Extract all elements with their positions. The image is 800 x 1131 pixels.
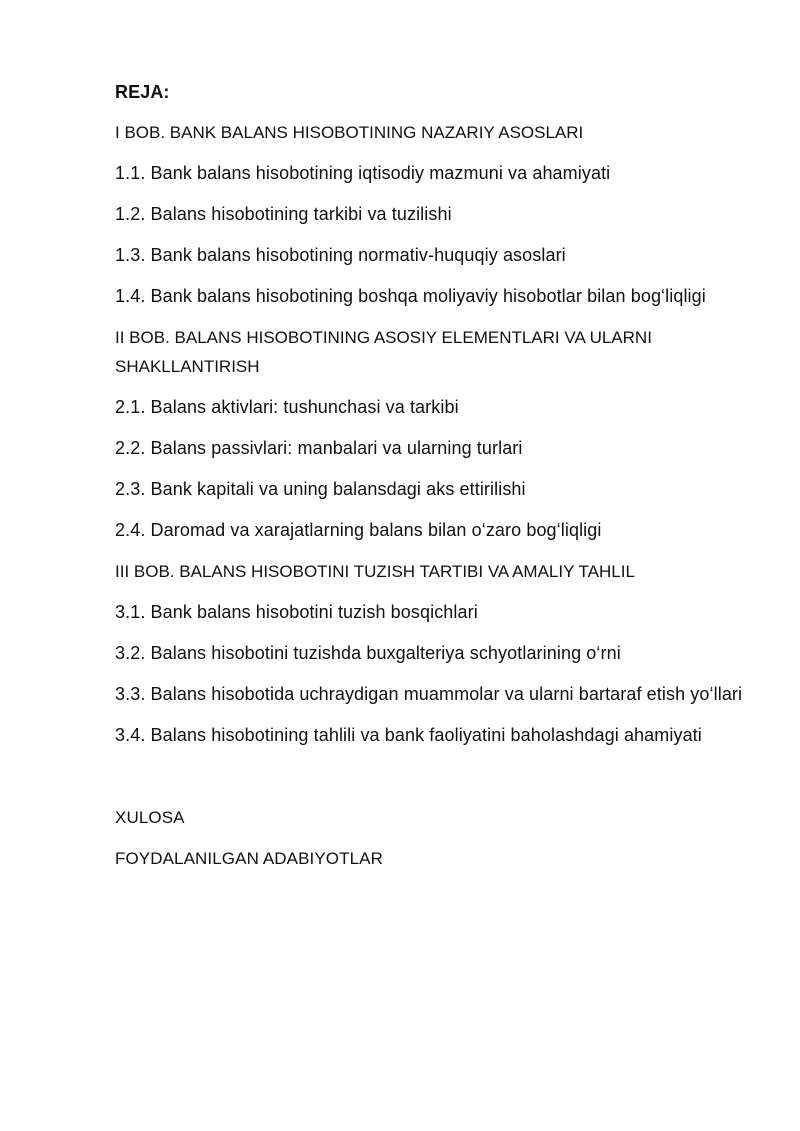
section-1-2: 1.2. Balans hisobotining tarkibi va tuzilishi bbox=[115, 204, 452, 224]
chapter-3-heading: III BOB. BALANS HISOBOTINI TUZISH TARTIBI VA AMALIY TAHLIL bbox=[115, 562, 635, 581]
section-1-3: 1.3. Bank balans hisobotining normativ-huquqiy asoslari bbox=[115, 245, 566, 265]
plan-title: REJA: bbox=[115, 82, 170, 102]
section-1-4: 1.4. Bank balans hisobotining boshqa moliyaviy hisobotlar bilan bog‘liqligi bbox=[115, 286, 706, 306]
section-2-2: 2.2. Balans passivlari: manbalari va ularning turlari bbox=[115, 438, 523, 458]
table-of-contents bbox=[115, 78, 755, 885]
chapter-2-heading: II BOB. BALANS HISOBOTINING ASOSIY ELEMENTLARI VA ULARNI SHAKLLANTIRISH bbox=[115, 328, 652, 376]
blank-line bbox=[115, 762, 755, 803]
section-2-1: 2.1. Balans aktivlari: tushunchasi va tarkibi bbox=[115, 397, 459, 417]
section-3-1: 3.1. Bank balans hisobotini tuzish bosqichlari bbox=[115, 602, 478, 622]
chapter-1-heading: I BOB. BANK BALANS HISOBOTINING NAZARIY ASOSLARI bbox=[115, 123, 584, 142]
section-2-3: 2.3. Bank kapitali va uning balansdagi aks ettirilishi bbox=[115, 479, 526, 499]
conclusion-heading: XULOSA bbox=[115, 808, 185, 827]
section-3-3: 3.3. Balans hisobotida uchraydigan muammolar va ularni bartaraf etish yo‘llari bbox=[115, 684, 743, 704]
section-2-4: 2.4. Daromad va xarajatlarning balans bilan o‘zaro bog‘liqligi bbox=[115, 520, 602, 540]
section-3-4: 3.4. Balans hisobotining tahlili va bank faoliyatini baholashdagi ahamiyati bbox=[115, 725, 702, 745]
section-1-1: 1.1. Bank balans hisobotining iqtisodiy mazmuni va ahamiyati bbox=[115, 163, 611, 183]
section-3-2: 3.2. Balans hisobotini tuzishda buxgalteriya schyotlarining o‘rni bbox=[115, 643, 621, 663]
references-heading: FOYDALANILGAN ADABIYOTLAR bbox=[115, 849, 383, 868]
